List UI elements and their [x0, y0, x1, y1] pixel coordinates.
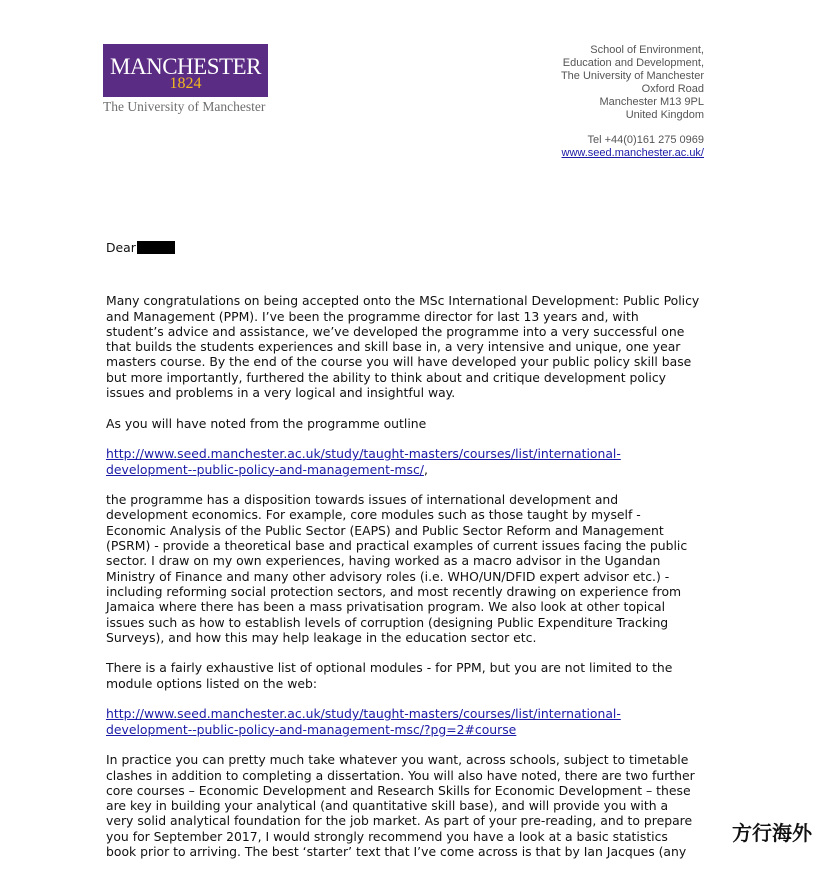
- paragraph: In practice you can pretty much take whatever you want, across schools, subject to timetable clashes in addition to completing a dissertation. You will also have noted, there are two further core courses – Economic Development and Research Skills for Economic Development – these are key in building your analytical (and quantitative skill base), and will provide you with a very solid analytical foundation for the job market. As part of your pre-reading, and to prepare you for September 2017, I would strongly recommend you have a look at a basic statistics book prior to arriving. The best ‘starter’ text that I’ve come across is that by Ian Jacques (any: [106, 752, 695, 859]
- paragraph: Many congratulations on being accepted onto the MSc International Development: Public Policy and Management (PPM). I’ve been the programme director for last 13 years and, with student’s advice and assistance, we’ve developed the programme into a very successful one that builds the students experiences and skill base in, a very intensive and unique, one year masters course. By the end of the course you will have developed your public policy skill base but more importantly, furthered the ability to think about and critique development policy issues and problems in a very logical and insightful way.: [106, 293, 700, 401]
- sender-address: [561, 44, 704, 160]
- logo-subtitle: The University of Manchester: [103, 99, 266, 114]
- telephone: Tel +44(0)161 275 0969: [587, 134, 704, 146]
- address-line: School of Environment,: [590, 44, 704, 56]
- link-suffix: ,: [423, 461, 428, 477]
- letter-body: [106, 240, 726, 875]
- programme-outline-link[interactable]: http://www.seed.manchester.ac.uk/study/taught-masters/courses/list/international- development--public-policy-and-management-msc/: [106, 446, 621, 477]
- paragraph: There is a fairly exhaustive list of optional modules - for PPM, but you are not limited to the module options listed on the web:: [106, 660, 673, 691]
- address-line: Oxford Road: [641, 83, 704, 95]
- address-line: United Kingdom: [625, 109, 704, 121]
- logo-wordmark: MANCHESTER: [110, 54, 261, 79]
- address-line: Manchester M13 9PL: [599, 96, 704, 108]
- logo-year: 1824: [169, 75, 202, 92]
- website-link[interactable]: www.seed.manchester.ac.uk/: [561, 147, 704, 159]
- redacted-name: [137, 241, 175, 254]
- address-line: Education and Development,: [562, 57, 704, 69]
- watermark: 方行海外: [730, 817, 814, 846]
- link-paragraph: [106, 446, 726, 477]
- address-line: The University of Manchester: [560, 70, 704, 82]
- link-paragraph: [106, 706, 726, 737]
- university-logo: [103, 44, 268, 97]
- paragraph: As you will have noted from the programme outline: [106, 415, 427, 431]
- salutation: [106, 240, 726, 255]
- paragraph: the programme has a disposition towards issues of international development and development economics. For example, core modules such as those taught by myself - Economic Analysis of the Public Sector (EAPS) and Public Sector Reform and Management (PSRM) - provide a theoretical base and practical examples of current issues facing the public sector. I draw on my own experiences, having worked as a macro advisor in the Ugandan Ministry of Finance and many other advisory roles (i.e. WHO/UN/DFID expert advisor etc.) - including reforming social protection sectors, and most recently drawing on experience from Jamaica where there has been a mass privatisation program. We also look at other topical issues such as how to establish levels of corruption (designing Public Expenditure Tracking Surveys), and how this may help leakage in the education sector etc.: [106, 492, 688, 645]
- module-options-link[interactable]: http://www.seed.manchester.ac.uk/study/taught-masters/courses/list/international- development--public-policy-and-management-msc/?pg=2#course: [106, 706, 621, 737]
- salutation-text: Dear: [106, 240, 136, 255]
